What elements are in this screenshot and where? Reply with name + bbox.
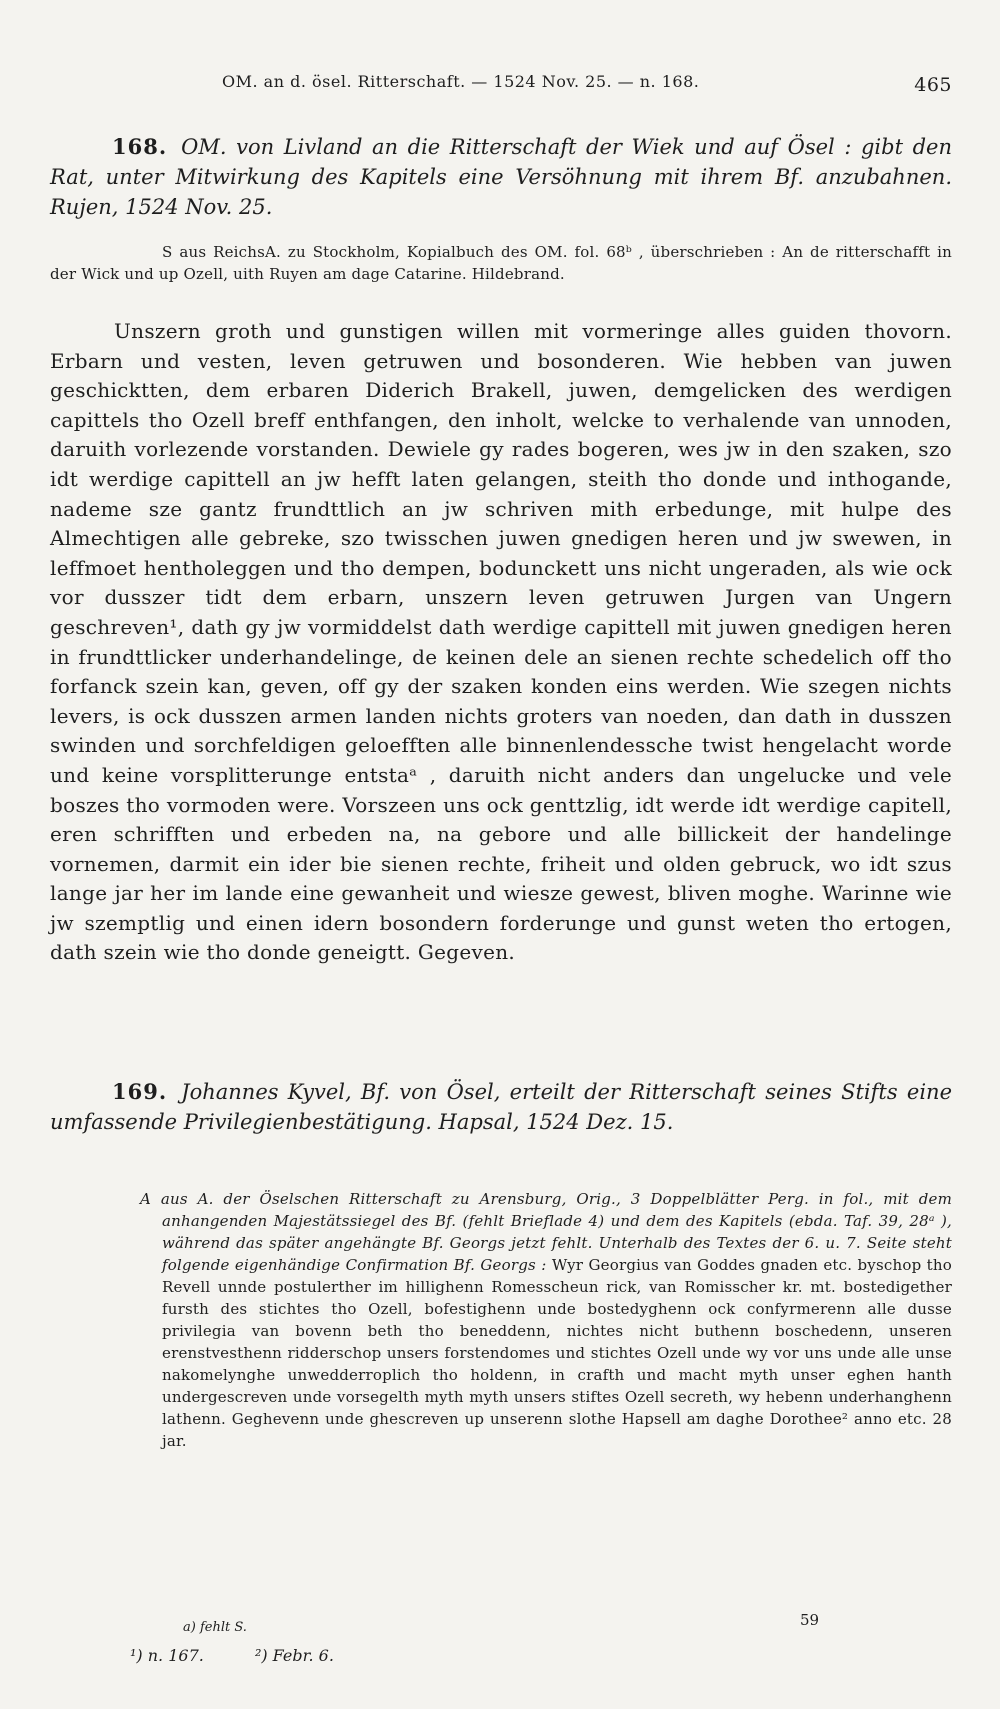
document-169-number: 169.	[112, 1079, 168, 1104]
document-168-title: OM. von Livland an die Ritterschaft der Wiek und auf Ösel : gibt den Rat, unter Mitwirkung des Kapitels eine Versöhnung mit ihrem Bf. anzubahnen. Rujen, 1524 Nov. 25.	[50, 135, 952, 219]
page-number: 465	[914, 74, 952, 96]
numbered-footnotes	[130, 1646, 380, 1665]
document-168-body: Unszern groth und gunstigen willen mit vormeringe alles guiden thovorn. Erbarn und vesten, leven getruwen und bosonderen. Wie hebben van juwen geschicktten, dem erbaren Diderich Brakell, juwen, demgelicken des werdigen capittels tho Ozell breff enthfangen, den inholt, welcke to verhalende van unnoden, daruith vorlezende vorstanden. Dewiele gy rades bogeren, wes jw in den szaken, szo idt werdige capittell an jw hefft laten gelangen, steith tho donde und inthogande, nademe sze gantz frundttlich an jw schriven mith erbedunge, mit hulpe des Almechtigen alle gebreke, szo twisschen juwen gnedigen heren und jw swewen, in leffmoet hentholeggen und tho dempen, bodunckett uns nicht ungeraden, als wie ock vor dusszer tidt dem erbarn, unszern leven getruwen Jurgen van Ungern geschreven¹, dath gy jw vormiddelst dath werdige capittell mit juwen gnedigen heren in frundttlicker underhandelinge, de keinen dele an sienen rechte schedelich off tho forfanck szein kan, geven, off gy der szaken konden eins werden. Wie szegen nichts levers, is ock dusszen armen landen nichts groters van noeden, dan dath in dusszen swinden und sorchfeldigen geloefften alle binnenlendessche twist hengelacht worde und keine vorsplitterunge entstaᵃ , daruith nicht anders dan ungelucke und vele boszes tho vormoden were. Vorszeen uns ock genttzlig, idt werde idt werdige capitell, eren schrifften und erbeden na, na gebore und alle billickeit der handelinge vornemen, darmit ein ider bie sienen rechte, friheit und olden gebruck, wo idt szus lange jar her im lande eine gewanheit und wiesze gewest, bliven moghe. Warinne wie jw szemptlig und einen idern bosondern forderunge und gunst weten tho ertogen, dath szein wie tho donde geneigtt. Gegeven.	[50, 319, 952, 965]
signature-mark: 59	[800, 1611, 820, 1629]
footnote-a: a) fehlt S.	[183, 1620, 247, 1635]
document-169-confirmation-text: Wyr Georgius van Goddes gnaden etc. byschop tho Revell unnde postulerther im hillighenn Romesscheun rick, van Romisscher kr. mt. bostedigether fursth des stichtes tho Ozell, bofestighenn unde bostedyghenn ock confyrmerenn alle dusse privilegia van bovenn beth tho beneddenn, nichtes nicht buthenn boschedenn, unseren erenstvesthenn ridderschop unsers forstendomes und stichtes Ozell unde wy vor uns unde alle unse nakomelynghe unwedderroplich tho holdenn, in crafth und macht myth unser eghen hanth undergescreven unde vorsegelth myth myth unsers stiftes Ozell secreth, wy hebenn underhanghenn lathenn. Geghevenn unde ghescreven up unserenn slothe Hapsell am daghe Dorothee² anno etc. 28 jar.	[162, 1256, 952, 1450]
document-169-title: Johannes Kyvel, Bf. von Ösel, erteilt der Ritterschaft seines Stifts eine umfassende Privilegienbestätigung. Hapsal, 1524 Dez. 15.	[50, 1080, 952, 1134]
document-169-source-italic: A aus A. der Öselschen Ritterschaft zu Arensburg, Orig., 3 Doppelblätter Perg. in fol., mit dem anhangenden Majestätssiegel des Bf. (fehlt Brieflade 4) und dem des Kapitels (ebda. Taf. 39, 28ᵃ ), während das später angehängte Bf. Georgs jetzt fehlt. Unterhalb des Textes der 6. u. 7. Seite steht folgende eigenhändige Confirmation Bf. Georgs :	[140, 1190, 952, 1274]
document-169-source-note	[50, 1188, 952, 1452]
document-169-heading	[50, 1077, 952, 1137]
document-168-heading	[50, 132, 952, 222]
footnote-1: ¹) n. 167.	[130, 1646, 204, 1665]
document-168-number: 168.	[112, 134, 168, 159]
running-title: OM. an d. ösel. Ritterschaft. — 1524 Nov. 25. — n. 168.	[222, 72, 700, 91]
document-168-source-note: S aus ReichsA. zu Stockholm, Kopialbuch des OM. fol. 68ᵇ , überschrieben : An de ritterschafft in der Wick und up Ozell, uith Ruyen am dage Catarine. Hildebrand.	[50, 243, 952, 283]
footnote-2: ²) Febr. 6.	[254, 1646, 334, 1665]
